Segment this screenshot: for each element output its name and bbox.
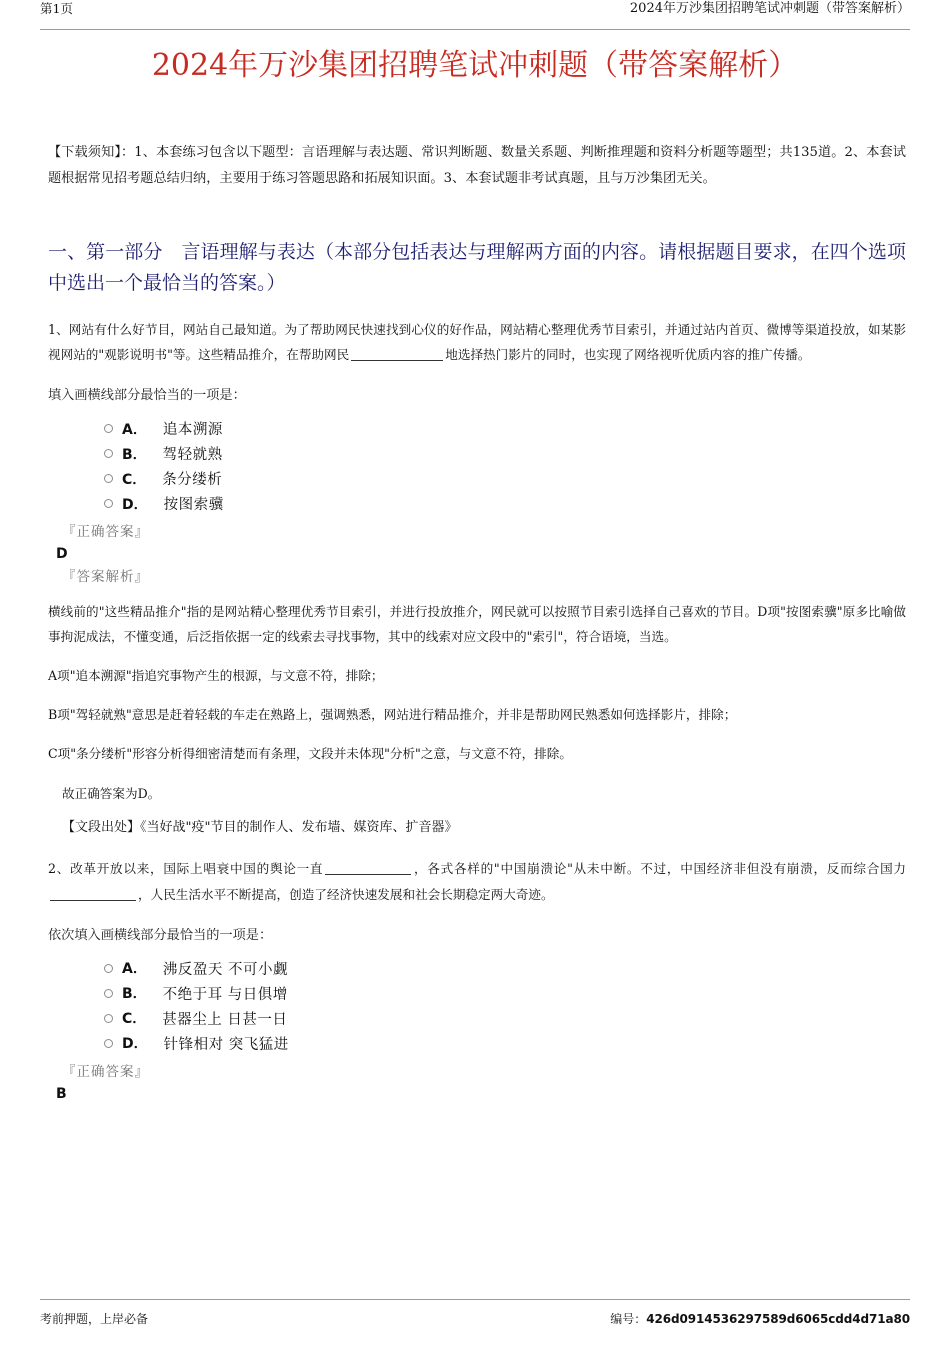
footer-code-value: 426d0914536297589d6065cdd4d71a80 xyxy=(646,1312,910,1326)
question-1-option-b[interactable] xyxy=(104,441,906,466)
question-2-answer-value: B xyxy=(56,1085,67,1102)
option-letter: D． xyxy=(122,496,148,513)
question-2-prompt: 依次填入画横线部分最恰当的一项是： xyxy=(48,927,273,943)
question-2-option-b[interactable] xyxy=(104,981,906,1006)
question-2-option-c[interactable] xyxy=(104,1006,906,1031)
document-title: 2024年万沙集团招聘笔试冲刺题（带答案解析） xyxy=(151,48,799,83)
footer-slogan: 考前押题，上岸必备 xyxy=(40,1312,149,1326)
question-1-source: 【文段出处】《当好战"疫"节目的制作人、发布墙、媒资库、扩音器》 xyxy=(62,819,458,835)
question-1-option-d[interactable] xyxy=(104,491,906,516)
question-1-option-a[interactable] xyxy=(104,416,906,441)
radio-icon[interactable] xyxy=(104,449,113,458)
question-1-analysis-b: B项"驾轻就熟"意思是赶着轻载的车走在熟路上，强调熟悉，网站进行精品推介，并非是帮助网民熟悉如何选择影片，排除； xyxy=(48,707,737,723)
option-letter: B． xyxy=(122,986,147,1003)
option-letter: C． xyxy=(122,1011,147,1028)
question-1-prompt: 填入画横线部分最恰当的一项是： xyxy=(48,388,246,404)
option-label: 条分缕析 xyxy=(162,472,223,489)
question-1-stem-part2: 地选择热门影片的同时，也实现了网络视听优质内容的推广传播。 xyxy=(445,347,811,363)
question-1-answer-value: D xyxy=(56,546,68,563)
question-1-blank xyxy=(351,360,443,361)
question-1-analysis-label: 『答案解析』 xyxy=(62,569,149,586)
option-letter: A． xyxy=(122,961,147,978)
radio-icon[interactable] xyxy=(104,424,113,433)
question-2-options xyxy=(104,956,906,1056)
footer-code xyxy=(610,1310,910,1327)
option-letter: D． xyxy=(122,1036,148,1053)
option-label: 驾轻就熟 xyxy=(162,447,223,464)
question-1-answer-label: 『正确答案』 xyxy=(62,524,149,541)
option-label: 甚器尘上 日甚一日 xyxy=(162,1011,288,1028)
running-header-title: 2024年万沙集团招聘笔试冲刺题（带答案解析） xyxy=(629,1,910,16)
question-2-stem xyxy=(48,856,906,906)
question-2-blank-2 xyxy=(50,900,136,901)
question-2-option-d[interactable] xyxy=(104,1031,906,1056)
running-header xyxy=(40,0,910,30)
option-label: 按图索骥 xyxy=(163,497,224,514)
radio-icon[interactable] xyxy=(104,964,113,973)
radio-icon[interactable] xyxy=(104,989,113,998)
option-label: 追本溯源 xyxy=(162,422,223,439)
question-1-options xyxy=(104,416,906,516)
radio-icon[interactable] xyxy=(104,499,113,508)
question-2-stem-part2: ，各式各样的"中国崩溃论"从未中断。不过，中国经济非但没有崩溃，反而综合国力 xyxy=(413,861,906,877)
question-2-stem-part1: 2、改革开放以来，国际上唱衰中国的舆论一直 xyxy=(48,861,324,877)
radio-icon[interactable] xyxy=(104,474,113,483)
radio-icon[interactable] xyxy=(104,1039,113,1048)
radio-icon[interactable] xyxy=(104,1014,113,1023)
question-2-answer-label: 『正确答案』 xyxy=(62,1063,149,1080)
question-1-stem-part1: 1、网站有什么好节目，网站自己最知道。为了帮助网民快速找到心仪的好作品，网站精心整理优秀节目索引，并通过站内首页、微博等渠道投放，如某影视网站的"观影说明书"等。这些精品推介，在帮助网民 xyxy=(48,322,906,363)
question-1-analysis-a: A项"追本溯源"指追究事物产生的根源，与文意不符，排除； xyxy=(48,668,384,684)
document-content xyxy=(48,140,906,1107)
option-label: 针锋相对 突飞猛进 xyxy=(163,1036,289,1053)
question-1-analysis-main: 横线前的"这些精品推介"指的是网站精心整理优秀节目索引，并进行投放推介，网民就可以按照节目索引选择自己喜欢的节目。D项"按图索骥"原多比喻做事拘泥成法，不懂变通，后泛指依据一定的线索去寻找事物，其中的线索对应文段中的"索引"，符合语境，当选。 xyxy=(48,603,906,644)
question-1-stem xyxy=(48,317,906,367)
option-letter: C． xyxy=(122,471,147,488)
page-number: 第1页 xyxy=(40,1,73,16)
question-1-analysis-c: C项"条分缕析"形容分析得细密清楚而有条理，文段并未体现"分析"之意，与文意不符，排除。 xyxy=(48,746,572,762)
option-letter: A． xyxy=(122,421,147,438)
option-label: 沸反盈天 不可小觑 xyxy=(162,961,288,978)
question-2-option-a[interactable] xyxy=(104,956,906,981)
question-2-stem-part3: ，人民生活水平不断提高，创造了经济快速发展和社会长期稳定两大奇迹。 xyxy=(138,886,554,902)
question-2-blank-1 xyxy=(325,874,411,875)
section-heading: 一、第一部分 言语理解与表达（本部分包括表达与理解两方面的内容。请根据题目要求，在四个选项中选出一个最恰当的答案。） xyxy=(48,241,906,295)
question-1-option-c[interactable] xyxy=(104,466,906,491)
option-letter: B． xyxy=(122,446,147,463)
question-1-analysis-conclusion: 故正确答案为D。 xyxy=(62,785,161,801)
running-footer xyxy=(40,1299,910,1327)
download-notice: 【下载须知】：1、本套练习包含以下题型：言语理解与表达题、常识判断题、数量关系题、判断推理题和资料分析题等题型；共135道。2、本套试题根据常见招考题总结归纳，主要用于练习答题思路和拓展知识面。3、本套试题非考试真题，且与万沙集团无关。 xyxy=(48,145,906,186)
footer-code-label: 编号： xyxy=(610,1312,647,1326)
option-label: 不绝于耳 与日俱增 xyxy=(162,986,288,1003)
